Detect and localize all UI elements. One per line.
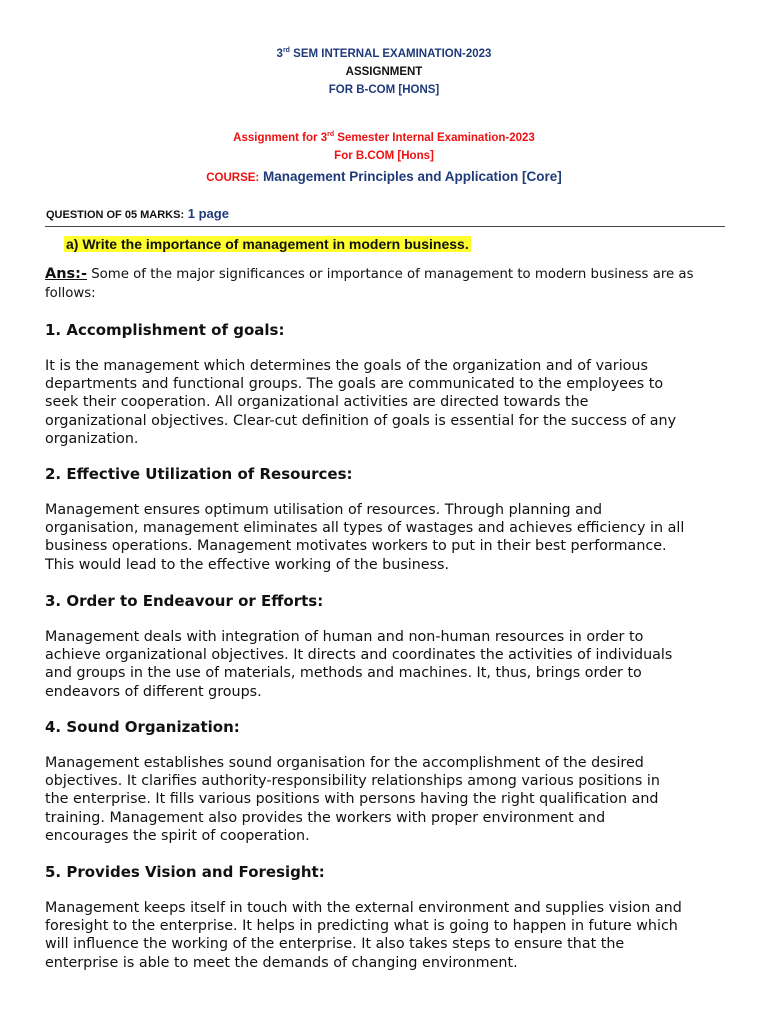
section-5-line: foresight to the enterprise. It helps in predicting what is going to happen in future which bbox=[45, 918, 678, 935]
exam-title bbox=[0, 48, 768, 60]
course-name: Management Principles and Application [Core] bbox=[259, 169, 562, 184]
section-2-line: business operations. Management motivates workers to put in their best performance. bbox=[45, 538, 667, 555]
section-2-line: Management ensures optimum utilisation of resources. Through planning and bbox=[45, 502, 603, 518]
section-3-line: achieve organizational objectives. It directs and coordinates the activities of individuals bbox=[45, 647, 673, 664]
exam-title-superscript: rd bbox=[282, 47, 290, 54]
section-5-line: enterprise is able to meet the demands of changing environment. bbox=[45, 954, 518, 971]
program-label: FOR B-COM [HONS] bbox=[328, 84, 440, 96]
question-page-count: 1 page bbox=[184, 206, 229, 221]
section-1-line: departments and functional groups. The goals are communicated to the employees to bbox=[45, 376, 664, 393]
section-body-5 bbox=[45, 899, 725, 972]
section-heading-3: 3. Order to Endeavour or Efforts: bbox=[45, 592, 324, 610]
course-line bbox=[0, 169, 768, 184]
section-body-2 bbox=[45, 501, 725, 574]
section-4-line: training. Management also provides the workers with proper environment and bbox=[45, 809, 606, 826]
section-1-line: organizational objectives. Clear-cut definition of goals is essential for the success of any bbox=[45, 412, 677, 429]
section-heading-2: 2. Effective Utilization of Resources: bbox=[45, 465, 353, 483]
section-1-line: seek their cooperation. All organizational activities are directed towards the bbox=[45, 394, 589, 411]
assignment-subtitle-prefix: Assignment for 3 bbox=[233, 132, 328, 144]
section-1-line: organization. bbox=[45, 430, 139, 447]
answer-intro-line-1: Some of the major significances or importance of management to modern business are as bbox=[87, 267, 694, 282]
assignment-subtitle bbox=[0, 132, 768, 144]
section-heading-5: 5. Provides Vision and Foresight: bbox=[45, 863, 325, 881]
section-body-4 bbox=[45, 754, 725, 845]
section-4-line: encourages the spirit of cooperation. bbox=[45, 827, 310, 844]
assignment-subtitle-superscript: rd bbox=[327, 131, 335, 138]
section-1-line: It is the management which determines the goals of the organization and of various bbox=[45, 358, 648, 374]
section-5-line: Management keeps itself in touch with the external environment and supplies vision and bbox=[45, 900, 682, 916]
question-marks bbox=[46, 206, 229, 221]
section-5-line: will influence the working of the enterprise. It also takes steps to ensure that the bbox=[45, 936, 625, 953]
section-heading-1: 1. Accomplishment of goals: bbox=[45, 321, 285, 339]
section-3-line: and groups in the use of materials, methods and machines. It, thus, brings order to bbox=[45, 665, 642, 682]
section-2-line: organisation, management eliminates all types of wastages and achieves efficiency in all bbox=[45, 520, 685, 537]
answer-intro bbox=[45, 265, 735, 303]
question-text: a) Write the importance of management in modern business. bbox=[66, 236, 469, 252]
assignment-subtitle-rest: Semester Internal Examination-2023 bbox=[334, 132, 535, 144]
section-3-line: Management deals with integration of human and non-human resources in order to bbox=[45, 629, 644, 645]
section-heading-4: 4. Sound Organization: bbox=[45, 718, 240, 736]
course-label: COURSE: bbox=[206, 172, 260, 184]
section-body-1 bbox=[45, 357, 725, 448]
section-2-line: This would lead to the effective working of the business. bbox=[45, 556, 450, 573]
section-4-line: objectives. It clarifies authority-responsibility relationships among various positions in bbox=[45, 773, 660, 790]
question-marks-label: QUESTION OF 05 MARKS: bbox=[46, 209, 185, 221]
exam-title-number: 3 bbox=[276, 48, 283, 60]
section-body-3 bbox=[45, 628, 725, 701]
section-4-line: the enterprise. It fills various positions with persons having the right qualification and bbox=[45, 791, 659, 808]
program-subtitle: For B.COM [Hons] bbox=[334, 150, 434, 162]
exam-title-text: SEM INTERNAL EXAMINATION-2023 bbox=[289, 48, 492, 60]
answer-intro-line-2: follows: bbox=[45, 286, 96, 301]
section-3-line: endeavors of different groups. bbox=[45, 683, 262, 700]
answer-label: Ans:- bbox=[45, 266, 87, 282]
section-4-line: Management establishes sound organisation for the accomplishment of the desired bbox=[45, 755, 644, 771]
assignment-label: ASSIGNMENT bbox=[345, 66, 423, 78]
divider-line bbox=[45, 226, 725, 227]
